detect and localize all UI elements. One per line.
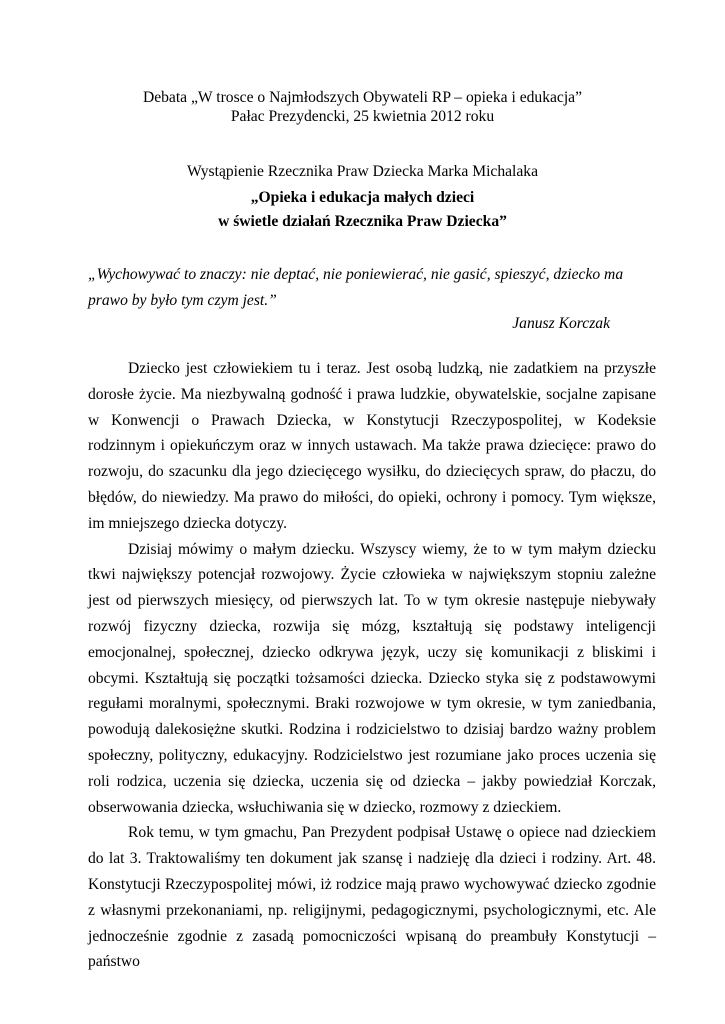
speech-title-line2: w świetle działań Rzecznika Praw Dziecka” <box>218 213 507 230</box>
document-header <box>0 88 725 126</box>
venue-date: Pałac Prezydencki, 25 kwietnia 2012 roku <box>230 108 495 125</box>
paragraph: Dziecko jest człowiekiem tu i teraz. Jest osobą ludzką, nie zadatkiem na przyszłe dorosłe życie. Ma niezbywalną godność i prawa ludzkie, obywatelskie, socjalne zapisane w Konwencji o Prawach Dziecka, w Konstytucji Rzeczypospolitej, w Kodeksie rodzinnym i opiekuńczym oraz w innych ustawach. Ma także prawa dziecięce: prawo do rozwoju, do szacunku dla jego dziecięcego wysiłku, do dziecięcych spraw, do płaczu, do błędów, do niewiedzy. Ma prawo do miłości, do opieki, ochrony i pomocy. Tym większe, im mniejszego dziecka dotyczy. <box>88 360 656 532</box>
paragraph: Rok temu, w tym gmachu, Pan Prezydent podpisał Ustawę o opiece nad dzieckiem do lat 3. Traktowaliśmy ten dokument jak szansę i nadzieję dla dzieci i rodziny. Art. 48. Konstytucji Rzeczypospolitej mówi, iż rodzice mają prawo wychowywać dziecko zgodnie z własnymi przekonaniami, np. religijnymi, pedagogicznymi, psychologicznymi, etc. Ale jednocześnie zgodnie z zasadą pomocniczości wpisaną do preambuły Konstytucji – państwo <box>88 824 656 971</box>
speech-intro: Wystąpienie Rzecznika Praw Dziecka Marka Michalaka <box>186 163 539 180</box>
paragraph: Dzisiaj mówimy o małym dziecku. Wszyscy wiemy, że to w tym małym dziecku tkwi największy potencjał rozwojowy. Życie człowieka w największym stopniu zależne jest od pierwszych miesięcy, od pierwszych lat. To w tym okresie następuje niebywały rozwój fizyczny dziecka, rozwija się mózg, kształtują się podstawy inteligencji emocjonalnej, społecznej, dziecko odkrywa język, uczy się komunikacji z bliskimi i obcymi. Kształtują się początki tożsamości dziecka. Dziecko styka się z podstawowymi regułami moralnymi, społecznymi. Braki rozwojowe w tym okresie, w tym zaniedbania, powodują dalekosiężne skutki. Rodzina i rodzicielstwo to dzisiaj bardzo ważny problem społeczny, polityczny, edukacyjny. Rodzicielstwo jest rozumiane jako proces uczenia się roli rodzica, uczenia się dziecka, uczenia się od dziecka – jakby powiedział Korczak, obserwowania dziecka, wsłuchiwania się w dziecko, rozmowy z dzieckiem. <box>88 540 656 816</box>
speech-heading <box>0 162 725 231</box>
body-text <box>88 356 656 975</box>
speech-title-line1: „Opieka i edukacja małych dzieci <box>250 189 475 206</box>
debate-title: Debata „W trosce o Najmłodszych Obywateli RP – opieka i edukacja” <box>142 89 583 106</box>
epigraph-author: Janusz Korczak <box>512 315 610 332</box>
epigraph-quote: „Wychowywać to znaczy: nie deptać, nie poniewierać, nie gasić, spieszyć, dziecko ma prawo by było tym czym jest.” <box>88 266 624 309</box>
